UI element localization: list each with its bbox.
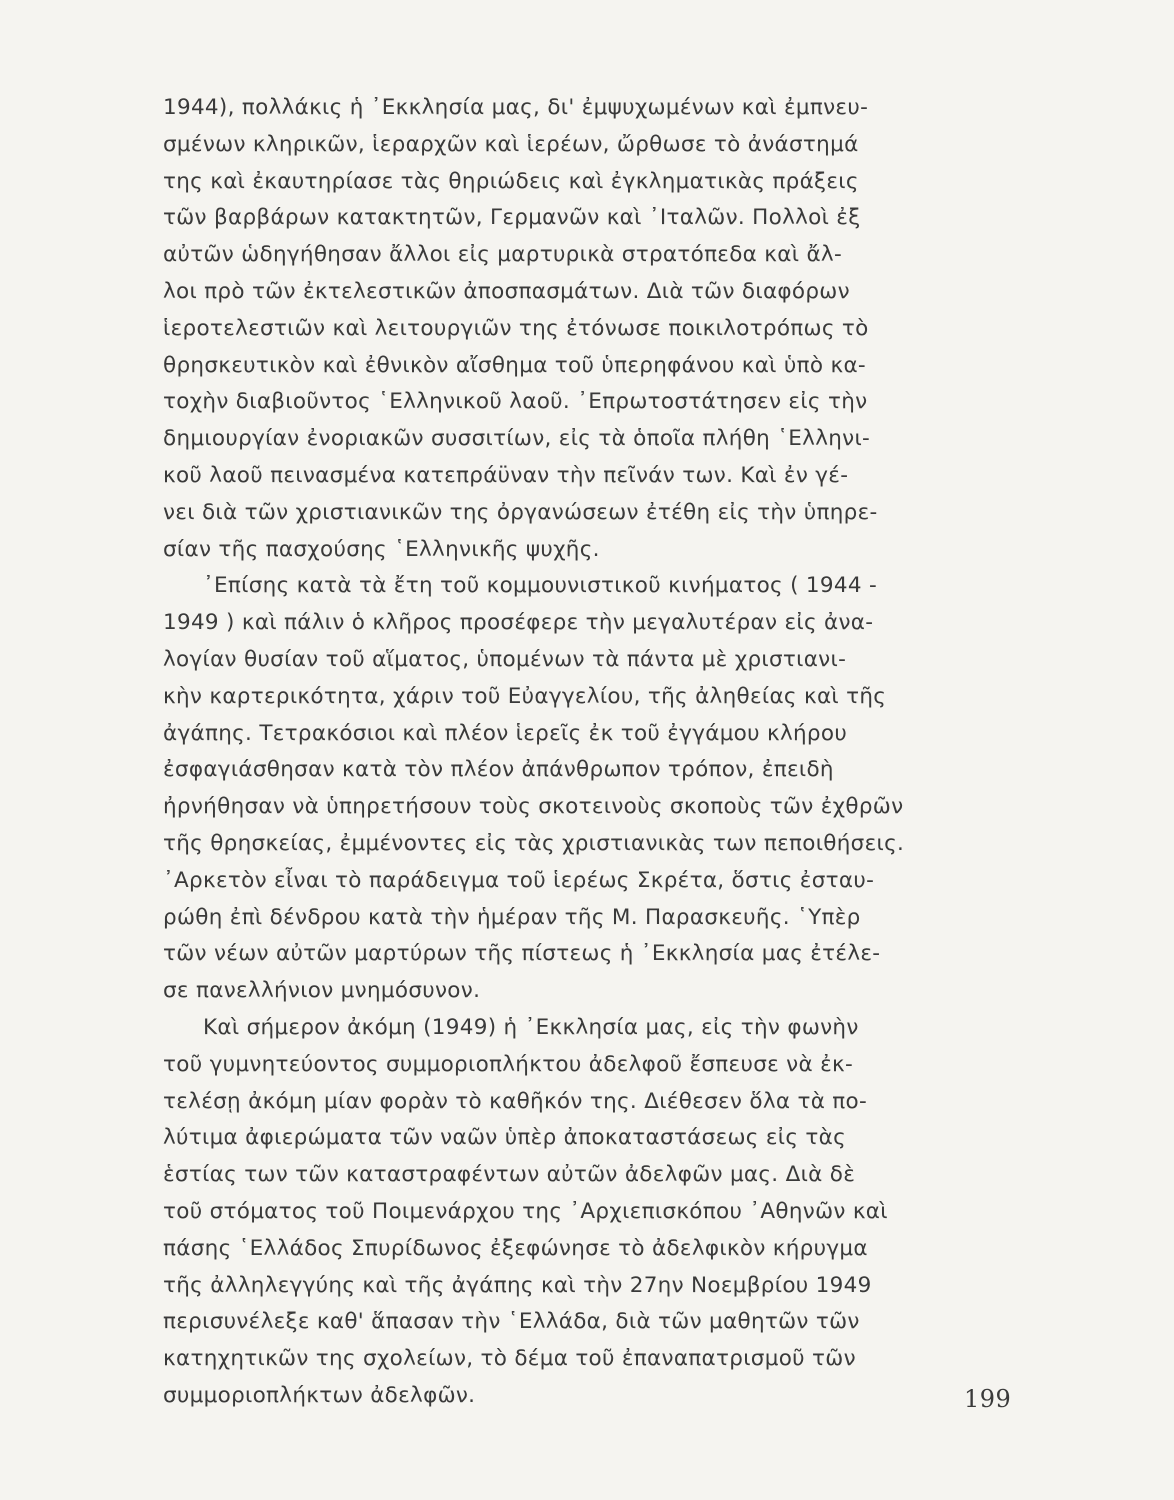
text-line: σίαν τῆς πασχούσης ῾Ελληνικῆς ψυχῆς. <box>163 536 600 562</box>
text-line: κὴν καρτερικότητα, χάριν τοῦ Εὐαγγελίου, τῆς ἀληθείας καὶ τῆς <box>163 683 887 709</box>
text-line: τῶν νέων αὐτῶν μαρτύρων τῆς πίστεως ἡ ᾿Εκκλησία μας ἐτέλε- <box>163 941 881 967</box>
text-line: κοῦ λαοῦ πεινασμένα κατεπράϋναν τὴν πεῖνάν των. Καὶ ἐν γέ- <box>163 462 849 488</box>
text-line: συμμοριοπλήκτων ἀδελφῶν. <box>163 1382 476 1408</box>
text-line: ᾿Επίσης κατὰ τὰ ἔτη τοῦ κομμουνιστικοῦ κινήματος ( 1944 - <box>203 573 878 599</box>
text-line: λοι πρὸ τῶν ἐκτελεστικῶν ἀποσπασμάτων. Διὰ τῶν διαφόρων <box>163 278 850 304</box>
text-line: αὐτῶν ὡδηγήθησαν ἄλλοι εἰς μαρτυρικὰ στρατόπεδα καὶ ἄλ- <box>163 242 842 268</box>
text-line: περισυνέλεξε καθ' ἅπασαν τὴν ῾Ελλάδα, διὰ τῶν μαθητῶν τῶν <box>163 1309 860 1335</box>
text-line: σμένων κληρικῶν, ἱεραρχῶν καὶ ἱερέων, ὤρθωσε τὸ ἀνάστημά <box>163 131 859 157</box>
text-line: ᾿Αρκετὸν εἶναι τὸ παράδειγμα τοῦ ἱερέως Σκρέτα, ὅστις ἐσταυ- <box>163 867 875 893</box>
text-line: ρώθη ἐπὶ δένδρου κατὰ τὴν ἡμέραν τῆς Μ. Παρασκευῆς. ῾Υπὲρ <box>163 904 861 930</box>
text-line: 1944), πολλάκις ἡ ᾿Εκκλησία μας, δι' ἐμψυχωμένων καὶ ἐμπνευ- <box>163 95 869 120</box>
text-line: τοῦ γυμνητεύοντος συμμοριοπλήκτου ἀδελφοῦ ἔσπευσε νὰ ἐκ- <box>163 1051 854 1077</box>
text-line: θρησκευτικὸν καὶ ἐθνικὸν αἴσθημα τοῦ ὑπερηφάνου καὶ ὑπὸ κα- <box>163 352 866 378</box>
text-line: της καὶ ἐκαυτηρίασε τὰς θηριώδεις καὶ ἐγκληματικὰς πράξεις <box>163 168 859 194</box>
text-line: ἱεροτελεστιῶν καὶ λειτουργιῶν της ἐτόνωσε ποικιλοτρόπως τὸ <box>163 315 869 341</box>
text-line: ἐσφαγιάσθησαν κατὰ τὸν πλέον ἀπάνθρωπον τρόπον, ἐπειδὴ <box>163 757 834 783</box>
text-line: 1949 ) καὶ πάλιν ὁ κλῆρος προσέφερε τὴν μεγαλυτέραν εἰς ἀνα- <box>163 610 874 636</box>
text-line: λύτιμα ἀφιερώματα τῶν ναῶν ὑπὲρ ἀποκαταστάσεως εἰς τὰς <box>163 1125 847 1151</box>
text-line: σε πανελλήνιον μνημόσυνον. <box>163 978 481 1004</box>
text-line: Καὶ σήμερον ἀκόμη (1949) ἡ ᾿Εκκλησία μας, εἰς τὴν φωνὴν <box>203 1014 859 1040</box>
text-line: τῆς ἀλληλεγγύης καὶ τῆς ἀγάπης καὶ τὴν 27ην Νοεμβρίου 1949 <box>163 1272 872 1298</box>
text-line: δημιουργίαν ἐνοριακῶν συσσιτίων, εἰς τὰ ὁποῖα πλήθη ῾Ελληνι- <box>163 426 871 452</box>
text-line: ἠρνήθησαν νὰ ὑπηρετήσουν τοὺς σκοτεινοὺς σκοποὺς τῶν ἐχθρῶν <box>163 794 904 820</box>
text-line: νει διὰ τῶν χριστιανικῶν της ὀργανώσεων ἐτέθη εἰς τὴν ὑπηρε- <box>163 499 878 525</box>
text-line: τοχὴν διαβιοῦντος ῾Ελληνικοῦ λαοῦ. ᾿Επρωτοστάτησεν εἰς τὴν <box>163 389 868 415</box>
text-line: ἑστίας των τῶν καταστραφέντων αὐτῶν ἀδελφῶν μας. Διὰ δὲ <box>163 1162 856 1188</box>
text-line: τοῦ στόματος τοῦ Ποιμενάρχου της ᾿Αρχιεπισκόπου ᾿Αθηνῶν καὶ <box>163 1198 888 1224</box>
text-line: τῶν βαρβάρων κατακτητῶν, Γερμανῶν καὶ ᾿Ιταλῶν. Πολλοὶ ἐξ <box>163 205 861 231</box>
text-line: τελέσῃ ἀκόμη μίαν φορὰν τὸ καθῆκόν της. Διέθεσεν ὅλα τὰ πο- <box>163 1088 868 1114</box>
text-line: ἀγάπης. Τετρακόσιοι καὶ πλέον ἱερεῖς ἐκ τοῦ ἐγγάμου κλήρου <box>163 720 848 746</box>
page-number: 199 <box>964 1385 1012 1413</box>
text-line: λογίαν θυσίαν τοῦ αἵματος, ὑπομένων τὰ πάντα μὲ χριστιανι- <box>163 646 847 672</box>
text-line: κατηχητικῶν της σχολείων, τὸ δέμα τοῦ ἐπαναπατρισμοῦ τῶν <box>163 1346 856 1372</box>
text-line: τῆς θρησκείας, ἐμμένοντες εἰς τὰς χριστιανικὰς των πεποιθήσεις. <box>163 830 905 856</box>
body-text <box>163 90 1013 1415</box>
text-line: πάσης ῾Ελλάδος Σπυρίδωνος ἐξεφώνησε τὸ ἀδελφικὸν κήρυγμα <box>163 1235 868 1261</box>
